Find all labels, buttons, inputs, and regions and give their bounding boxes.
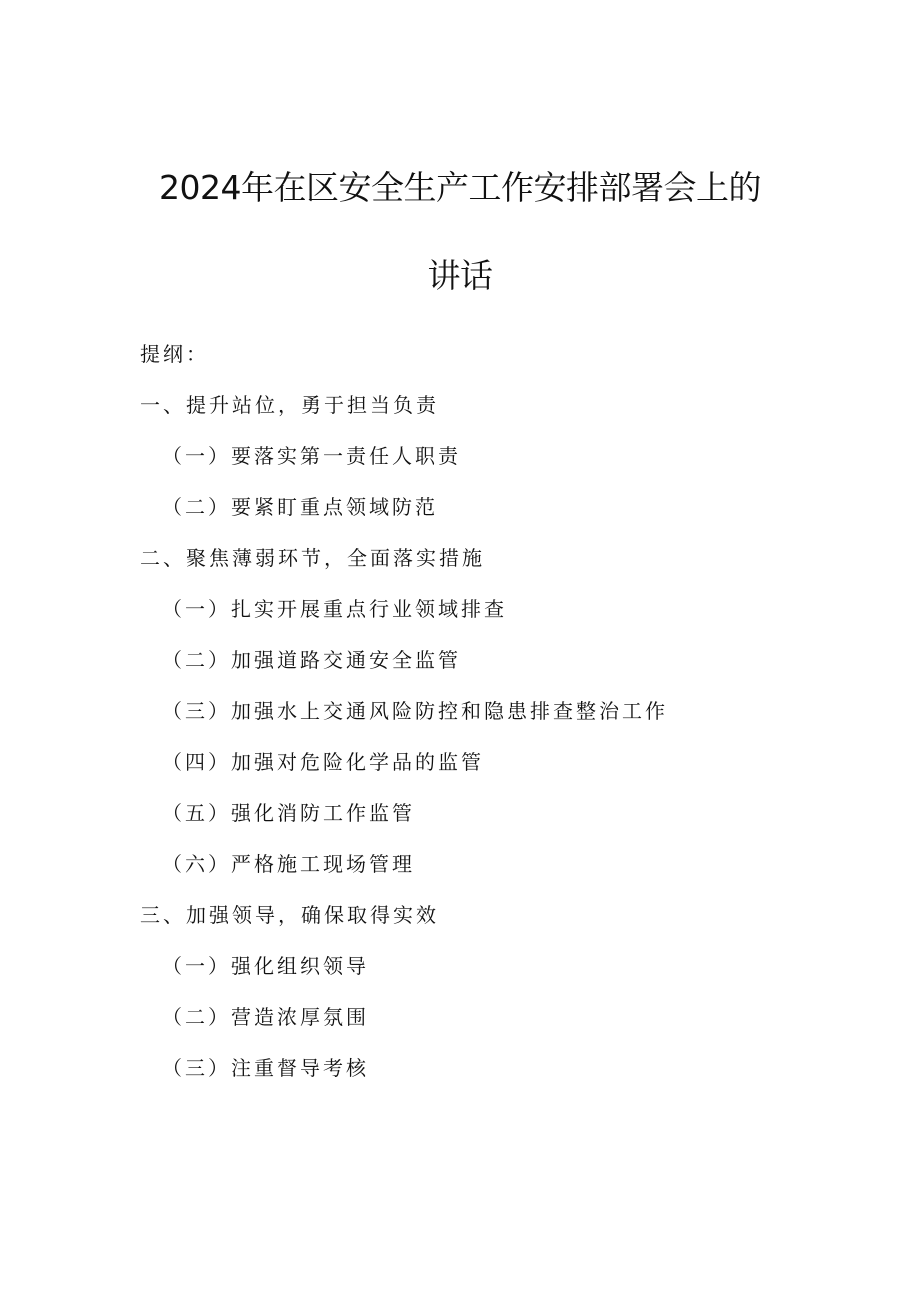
outline-item: （六）严格施工现场管理 — [162, 852, 415, 876]
document-title-line-1: 2024年在区安全生产工作安排部署会上的 — [159, 168, 761, 207]
outline-item: （一）要落实第一责任人职责 — [162, 444, 461, 468]
section-heading-2: 二、聚焦薄弱环节，全面落实措施 — [140, 546, 485, 570]
section-heading-3: 三、加强领导，确保取得实效 — [140, 903, 439, 927]
outline-item: （二）要紧盯重点领域防范 — [162, 495, 438, 519]
outline-item: （五）强化消防工作监管 — [162, 801, 415, 825]
outline-label: 提纲： — [140, 342, 209, 366]
outline-item: （一）强化组织领导 — [162, 954, 369, 978]
outline-item: （三）注重督导考核 — [162, 1056, 369, 1080]
document-title-line-2: 讲话 — [427, 256, 493, 295]
outline-item: （四）加强对危险化学品的监管 — [162, 750, 484, 774]
outline-item: （二）加强道路交通安全监管 — [162, 648, 461, 672]
outline-item: （一）扎实开展重点行业领域排查 — [162, 597, 507, 621]
outline-item: （二）营造浓厚氛围 — [162, 1005, 369, 1029]
outline-item: （三）加强水上交通风险防控和隐患排查整治工作 — [162, 699, 668, 723]
section-heading-1: 一、提升站位，勇于担当负责 — [140, 393, 439, 417]
